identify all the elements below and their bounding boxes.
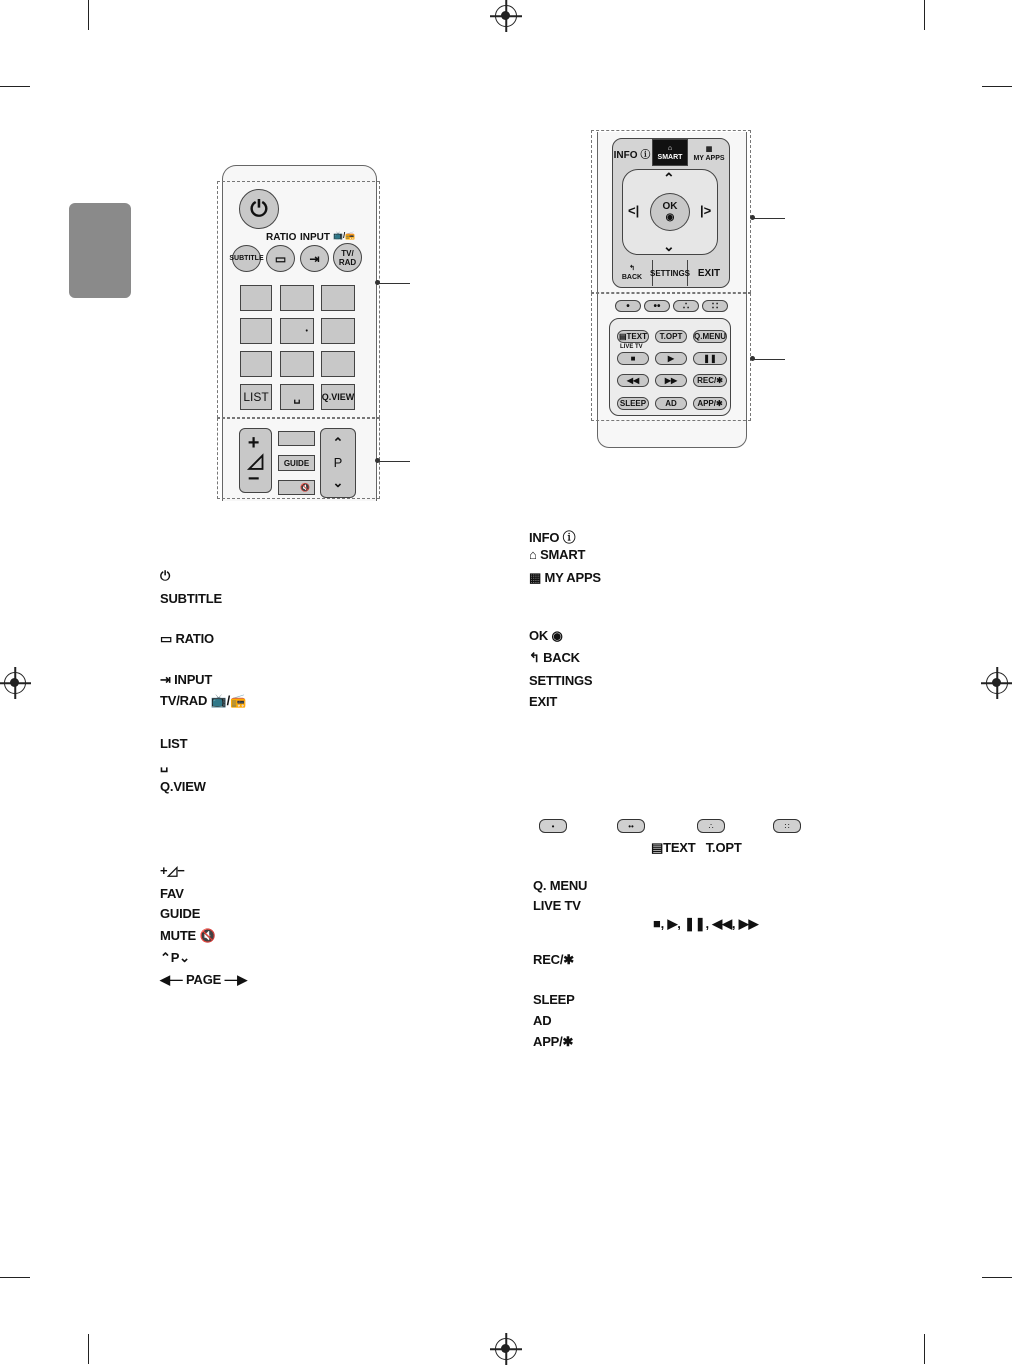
tv-rad-button[interactable]: TV/ RAD bbox=[333, 243, 362, 272]
info-button[interactable]: INFO ⓘ bbox=[613, 150, 651, 161]
crop-mark-tr-h bbox=[982, 86, 1012, 87]
legend-ok: OK ◉ bbox=[529, 628, 563, 643]
legend-input: ⇥ INPUT bbox=[160, 672, 213, 687]
pause-button[interactable]: ❚❚ bbox=[693, 352, 727, 365]
crop-mark-bl-v bbox=[88, 1334, 89, 1364]
crop-mark-tr-v bbox=[924, 0, 925, 30]
ok-button[interactable]: OK ◉ bbox=[650, 193, 690, 231]
legend-settings: SETTINGS bbox=[529, 673, 593, 688]
sleep-button[interactable]: SLEEP bbox=[617, 397, 649, 410]
legend-info: INFO ⓘ bbox=[529, 530, 576, 545]
settings-button[interactable]: SETTINGS bbox=[652, 260, 688, 286]
leader-line-2 bbox=[378, 461, 410, 462]
ratio-top-label: RATIO bbox=[266, 232, 297, 243]
ratio-button[interactable]: ▭ bbox=[266, 245, 295, 272]
language-tab bbox=[69, 203, 131, 298]
crop-mark-tl-h bbox=[0, 86, 30, 87]
legend-ad: AD bbox=[533, 1013, 552, 1028]
dpad-right-icon[interactable]: |> bbox=[700, 203, 712, 218]
subtitle-button[interactable]: SUBTITLE bbox=[232, 245, 261, 272]
num-key-2[interactable] bbox=[280, 285, 314, 311]
color-button-4[interactable]: ∷ bbox=[702, 300, 728, 312]
legend-rec: REC/✱ bbox=[533, 952, 574, 967]
play-button[interactable]: ▶ bbox=[655, 352, 687, 365]
num-key-4[interactable] bbox=[240, 318, 272, 344]
dpad-up-icon[interactable]: ⌃ bbox=[663, 170, 675, 186]
legend-back: ↰ BACK bbox=[529, 650, 580, 665]
exit-button[interactable]: EXIT bbox=[697, 267, 721, 279]
legend-sleep: SLEEP bbox=[533, 992, 575, 1007]
rewind-button[interactable]: ◀◀ bbox=[617, 374, 649, 387]
legend-volume: +◿− bbox=[160, 863, 185, 878]
crop-mark-bl-h bbox=[0, 1277, 30, 1278]
legend-text-topt: ▤TEXT T.OPT bbox=[651, 840, 742, 855]
rec-button[interactable]: REC/✱ bbox=[693, 374, 727, 387]
color-button-2[interactable]: •• bbox=[644, 300, 670, 312]
dpad-down-icon[interactable]: ⌄ bbox=[663, 238, 675, 254]
legend-fav: FAV bbox=[160, 886, 184, 901]
my-apps-label: MY APPS bbox=[693, 154, 725, 162]
legend-smart: ⌂ SMART bbox=[529, 547, 586, 562]
legend-exit: EXIT bbox=[529, 694, 558, 709]
legend-power: ⏻ bbox=[160, 568, 171, 583]
crop-mark-tl-v bbox=[88, 0, 89, 30]
smart-button[interactable]: ⌂ SMART bbox=[652, 139, 688, 166]
list-button[interactable]: LIST bbox=[240, 384, 272, 410]
ok-label: OK bbox=[662, 201, 678, 212]
guide-button[interactable]: GUIDE bbox=[278, 455, 315, 471]
legend-color-2: •• bbox=[617, 819, 645, 833]
qview-button[interactable]: Q.VIEW bbox=[321, 384, 355, 410]
crop-mark-br-h bbox=[982, 1277, 1012, 1278]
qmenu-button[interactable]: Q.MENU bbox=[694, 332, 726, 341]
legend-color-4: ∷ bbox=[773, 819, 801, 833]
legend-space: ␣ bbox=[160, 757, 169, 772]
channel-p-label: P bbox=[333, 455, 343, 470]
topt-button[interactable]: T.OPT bbox=[655, 330, 687, 343]
num-key-1[interactable] bbox=[240, 285, 272, 311]
legend-color-1: • bbox=[539, 819, 567, 833]
num-key-8[interactable] bbox=[280, 351, 314, 377]
channel-rocker[interactable]: ⌃ P ⌄ bbox=[320, 428, 356, 498]
registration-mark-right-icon bbox=[986, 672, 1008, 694]
crop-mark-br-v bbox=[924, 1334, 925, 1364]
volume-rocker[interactable]: + ◿ − bbox=[239, 428, 272, 493]
color-button-3[interactable]: ∴ bbox=[673, 300, 699, 312]
leader-line-3 bbox=[753, 218, 785, 219]
smart-label: SMART bbox=[657, 153, 683, 161]
dpad-left-icon[interactable]: <| bbox=[628, 203, 640, 218]
power-button[interactable]: ⏻ bbox=[239, 189, 279, 229]
num-key-6[interactable] bbox=[321, 318, 355, 344]
legend-tvrad: TV/RAD 📺/📻 bbox=[160, 693, 246, 708]
legend-qview: Q.VIEW bbox=[160, 779, 206, 794]
stop-button[interactable]: ■ bbox=[617, 352, 649, 365]
live-tv-label: LIVE TV bbox=[620, 344, 643, 350]
legend-subtitle: SUBTITLE bbox=[160, 591, 222, 606]
num-key-5[interactable]: • bbox=[280, 318, 314, 344]
input-top-label: INPUT bbox=[300, 232, 330, 243]
legend-ratio: ▭ RATIO bbox=[160, 631, 214, 646]
legend-qmenu: Q. MENU bbox=[533, 878, 588, 893]
legend-mute: MUTE 🔇 bbox=[160, 928, 216, 943]
num-key-7[interactable] bbox=[240, 351, 272, 377]
legend-list: LIST bbox=[160, 736, 188, 751]
legend-playback: ■, ▶, ❚❚, ◀◀, ▶▶ bbox=[653, 916, 759, 931]
color-button-1[interactable]: • bbox=[615, 300, 641, 312]
space-button[interactable]: ␣ bbox=[280, 384, 314, 410]
fav-button[interactable] bbox=[278, 431, 315, 446]
legend-color-3: ∴ bbox=[697, 819, 725, 833]
registration-mark-left-icon bbox=[4, 672, 26, 694]
legend-my-apps: ▦ MY APPS bbox=[529, 570, 601, 585]
legend-guide: GUIDE bbox=[160, 906, 201, 921]
legend-channel: ⌃P⌄ bbox=[160, 950, 190, 965]
app-button[interactable]: APP/✱ bbox=[693, 397, 727, 410]
num-key-3[interactable] bbox=[321, 285, 355, 311]
tvrad-top-icon: 📺/📻 bbox=[333, 231, 356, 240]
registration-mark-top-icon bbox=[495, 5, 517, 27]
num-key-9[interactable] bbox=[321, 351, 355, 377]
my-apps-button[interactable]: ▦ MY APPS bbox=[693, 145, 725, 162]
legend-page: ◀— PAGE —▶ bbox=[160, 972, 248, 987]
back-label: BACK bbox=[621, 274, 643, 281]
legend-app: APP/✱ bbox=[533, 1034, 574, 1049]
input-button[interactable]: ⇥ bbox=[300, 245, 329, 272]
mute-button[interactable]: 🔇 bbox=[278, 480, 315, 495]
text-button[interactable]: ▤TEXT bbox=[618, 332, 647, 341]
leader-line-4 bbox=[753, 359, 785, 360]
ad-button[interactable]: AD bbox=[655, 397, 687, 410]
legend-live-tv: LIVE TV bbox=[533, 898, 581, 913]
leader-line-1 bbox=[378, 283, 410, 284]
back-button[interactable]: ↰ BACK bbox=[621, 265, 643, 281]
forward-button[interactable]: ▶▶ bbox=[655, 374, 687, 387]
registration-mark-bottom-icon bbox=[495, 1338, 517, 1360]
